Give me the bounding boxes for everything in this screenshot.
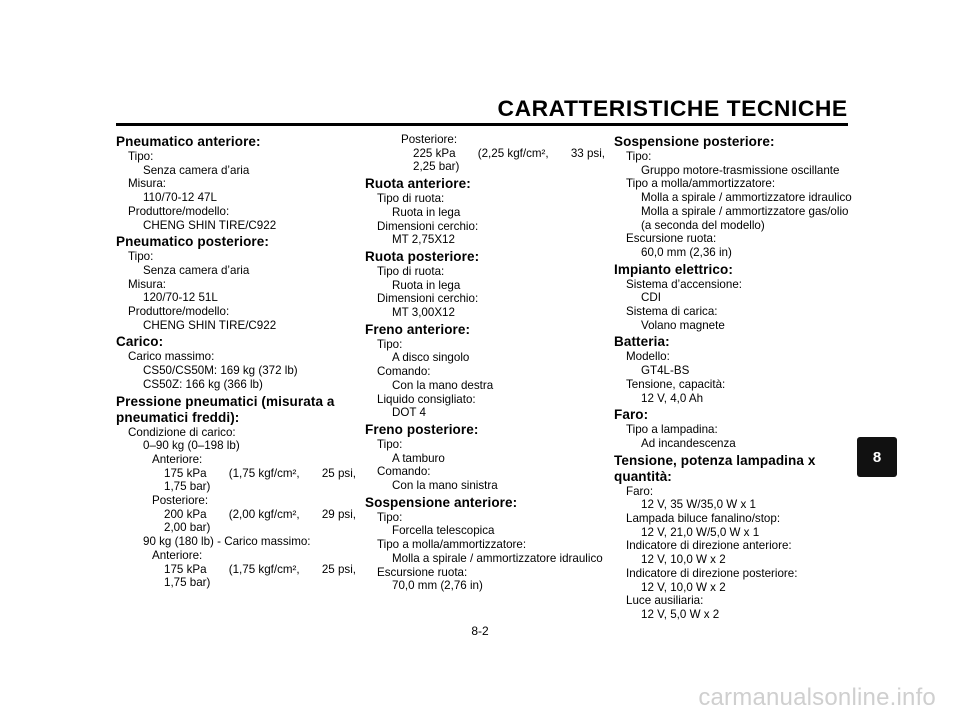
pressure-kgf: (2,00 kgf/cm², [228,507,300,521]
spec-label: Tipo: [128,250,154,264]
spec-label: Condizione di carico: [128,425,236,439]
spec-value: Senza camera d’aria [143,263,250,277]
spec-label: Anteriore: [152,452,203,466]
spec-label: Indicatore di direzione anteriore: [626,539,792,553]
spec-value: 110/70-12 47L [143,191,217,205]
spec-value: MT 2,75X12 [392,233,455,247]
section-heading-load: Carico: [116,334,164,350]
spec-value: 12 V, 10,0 W x 2 [641,580,726,594]
spec-label: Tipo: [377,510,403,524]
spec-label: Tipo a molla/ammortizzatore: [377,538,527,552]
spec-value: 1,75 bar) [164,576,211,590]
pressure-psi: 25 psi, [321,562,356,576]
spec-value: Con la mano sinistra [392,479,498,493]
chapter-tab: 8 [857,437,897,477]
pressure-kpa: 175 kPa [164,466,207,480]
spec-label: Liquido consigliato: [377,392,476,406]
section-heading-headlight: Faro: [614,407,649,423]
section-heading-front-tire: Pneumatico anteriore: [116,134,261,149]
spec-value [116,467,356,481]
pressure-psi: 29 psi, [321,507,356,521]
spec-label: Sistema d’accensione: [626,277,742,291]
spec-value: (a seconda del modello) [641,218,765,232]
spec-value [365,147,605,161]
spec-value: A tamburo [392,451,445,465]
section-heading-electrical: Impianto elettrico: [614,261,733,277]
section-heading-rear-wheel: Ruota posteriore: [365,248,480,264]
spec-value: Forcella telescopica [392,524,495,538]
spec-column-2 [365,133,605,593]
spec-label: Luce ausiliaria: [626,594,704,608]
spec-label: Dimensioni cerchio: [377,292,479,306]
section-heading-rear-tire: Pneumatico posteriore: [116,234,269,250]
spec-value: 12 V, 5,0 W x 2 [641,607,720,621]
spec-label: Tipo: [626,150,652,163]
spec-value: 12 V, 21,0 W/5,0 W x 1 [641,525,760,539]
spec-value: CHENG SHIN TIRE/C922 [143,218,277,232]
spec-label: Produttore/modello: [128,204,230,218]
spec-value: A disco singolo [392,351,470,365]
spec-column-1 [116,134,356,590]
spec-value: Ruota in lega [392,205,461,219]
spec-label: Faro: [626,484,654,498]
spec-label: Carico massimo: [128,350,215,364]
spec-value: 12 V, 4,0 Ah [641,391,704,405]
spec-label: Comando: [377,465,431,479]
page-number: 8-2 [471,624,489,638]
spec-value: Gruppo motore-trasmissione oscillante [641,163,840,177]
spec-value: 12 V, 10,0 W x 2 [641,553,726,567]
spec-label: Posteriore: [152,494,209,508]
pressure-kgf: (1,75 kgf/cm², [228,466,300,480]
spec-label: Comando: [377,365,431,379]
spec-value: 0–90 kg (0–198 lb) [143,439,240,453]
section-heading-rear-brake: Freno posteriore: [365,421,479,437]
pressure-kgf: (1,75 kgf/cm², [228,562,300,576]
spec-label: Lampada biluce fanalino/stop: [626,512,781,526]
spec-value: DOT 4 [392,406,426,420]
spec-label: Misura: [128,177,167,191]
spec-label: Tipo di ruota: [377,264,445,278]
pressure-psi: 33 psi, [570,146,605,160]
spec-label: Misura: [128,277,167,291]
section-heading-rear-suspension: Sospensione posteriore: [614,134,775,149]
section-heading-bulbs-cont: quantità: [614,468,672,484]
title-rule [116,123,848,126]
spec-label: Produttore/modello: [128,305,230,319]
spec-label: Anteriore: [152,548,203,562]
pressure-psi: 25 psi, [321,466,356,480]
spec-value: CDI [641,291,661,305]
section-heading-pressure: Pressione pneumatici (misurata a [116,393,335,409]
spec-value: CHENG SHIN TIRE/C922 [143,318,277,332]
section-heading-front-suspension: Sospensione anteriore: [365,494,518,510]
spec-label: Tipo a lampadina: [626,423,718,437]
spec-value: CS50Z: 166 kg (366 lb) [143,377,263,391]
spec-value: CS50/CS50M: 169 kg (372 lb) [143,364,298,378]
spec-label: Tipo: [377,437,403,451]
section-heading-bulbs: Tensione, potenza lampadina x [614,452,816,468]
pressure-kpa: 175 kPa [164,562,207,576]
spec-label: Tipo di ruota: [377,192,445,206]
spec-value: Molla a spirale / ammortizzatore idraulico [392,551,603,565]
spec-value [116,508,356,522]
spec-label: Tipo a molla/ammortizzatore: [626,177,776,191]
spec-value: 90 kg (180 lb) - Carico massimo: [143,535,311,549]
spec-value: 70,0 mm (2,76 in) [392,579,483,593]
pressure-kgf: (2,25 kgf/cm², [477,146,549,160]
spec-value: Ad incandescenza [641,436,736,450]
spec-value: Ruota in lega [392,278,461,292]
spec-label: Escursione ruota: [626,232,717,246]
spec-value: Senza camera d’aria [143,163,250,177]
section-heading-battery: Batteria: [614,334,670,350]
spec-label: Tipo: [128,150,154,163]
spec-column-3 [614,134,859,622]
page-title: CARATTERISTICHE TECNICHE [497,96,848,121]
spec-label: Posteriore: [401,133,458,146]
spec-value: GT4L-BS [641,364,690,378]
spec-label: Indicatore di direzione posteriore: [626,566,798,580]
spec-value: 2,25 bar) [413,160,460,174]
section-heading-front-wheel: Ruota anteriore: [365,176,471,192]
spec-value: MT 3,00X12 [392,306,455,320]
pressure-kpa: 200 kPa [164,507,207,521]
spec-value: 1,75 bar) [164,480,211,494]
spec-label: Dimensioni cerchio: [377,219,479,233]
spec-value: 60,0 mm (2,36 in) [641,245,732,259]
spec-value: Molla a spirale / ammortizzatore idraulico [641,191,852,205]
spec-value: 12 V, 35 W/35,0 W x 1 [641,498,756,512]
spec-label: Sistema di carica: [626,305,718,319]
section-heading-pressure-cont: pneumatici freddi): [116,409,240,425]
pressure-kpa: 225 kPa [413,146,456,160]
section-heading-front-brake: Freno anteriore: [365,321,471,337]
spec-value: Con la mano destra [392,378,494,392]
spec-label: Tensione, capacità: [626,377,726,391]
spec-label: Escursione ruota: [377,565,468,579]
spec-label: Modello: [626,350,670,364]
watermark: carmanualsonline.info [698,684,936,711]
spec-value: Volano magnete [641,318,725,332]
spec-label: Tipo: [377,337,403,351]
spec-value: 120/70-12 51L [143,291,218,305]
spec-value [116,563,356,577]
spec-value: 2,00 bar) [164,521,211,535]
spec-value: Molla a spirale / ammortizzatore gas/olio [641,204,849,218]
